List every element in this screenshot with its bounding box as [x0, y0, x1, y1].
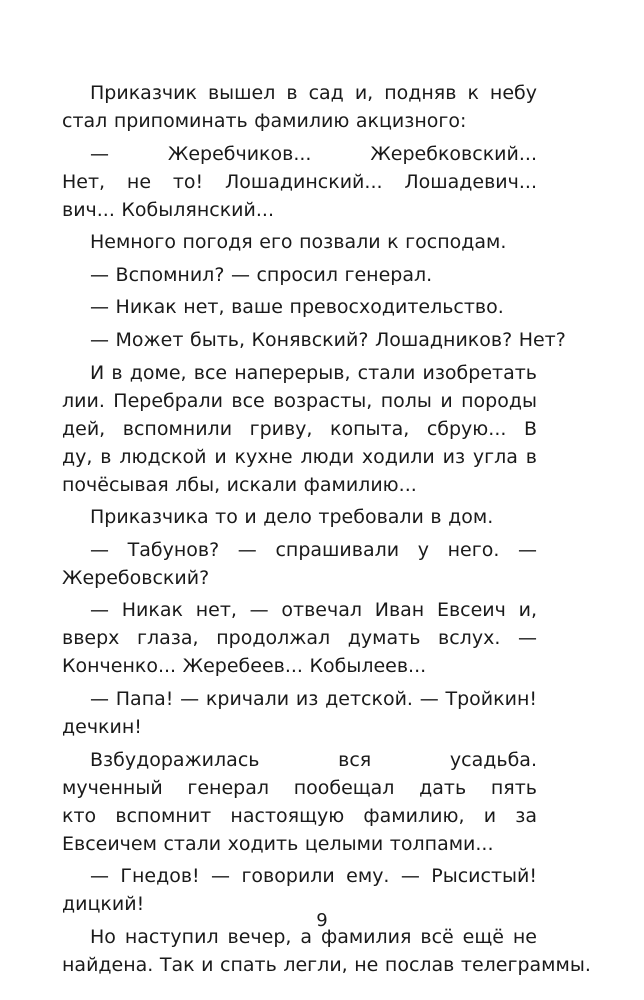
text-line: вич... Кобылянский...	[62, 198, 274, 221]
text-line: — Папа! — кричали из детской. — Тройкин!	[90, 687, 537, 710]
body-text	[62, 79, 591, 983]
text-line: Конченко... Жеребеев... Кобылеев...	[62, 655, 427, 678]
text-line: — Табунов? — спрашивали у него. —	[90, 538, 537, 561]
paragraph	[62, 503, 537, 531]
paragraph	[62, 140, 537, 224]
text-line: кто вспомнит настоящую фамилию, и за	[62, 804, 537, 827]
text-line: Приказчик вышел в сад и, подняв к небу	[90, 82, 537, 104]
text-line: Приказчика то и дело требовали в дом.	[90, 506, 494, 529]
text-line: — Вспомнил? — спросил генерал.	[90, 263, 433, 286]
text-line: Но наступил вечер, а фамилия всё ещё не	[90, 925, 537, 948]
paragraph	[62, 293, 537, 321]
text-line: Немного погодя его позвали к господам.	[90, 231, 507, 254]
text-line: Нет, не то! Лошадинский... Лошадевич...	[62, 170, 537, 193]
paragraph	[62, 359, 537, 499]
text-line: мученный генерал пообещал дать пять	[62, 776, 537, 799]
paragraph	[62, 596, 537, 680]
paragraph	[62, 261, 537, 289]
text-line: лии. Перебрали все возрасты, полы и породы	[62, 389, 537, 412]
text-line: — Жеребчиков... Жеребковский...	[90, 142, 537, 165]
text-line: ду, в людской и кухне люди ходили из угла в	[62, 445, 537, 468]
paragraph	[62, 228, 537, 256]
text-line: — Может быть, Конявский? Лошадников? Нет?	[90, 328, 566, 351]
text-line: дечкин!	[62, 715, 142, 738]
text-line: — Никак нет, ваше превосходительство.	[90, 296, 504, 319]
text-line: найдена. Так и спать легли, не послав телеграммы.	[62, 953, 591, 976]
paragraph	[62, 79, 537, 135]
text-line: Евсеичем стали ходить целыми толпами...	[62, 832, 494, 855]
paragraph	[62, 536, 537, 592]
text-line: почёсывая лбы, искали фамилию...	[62, 473, 417, 496]
text-line: — Никак нет, — отвечал Иван Евсеич и,	[90, 599, 537, 622]
text-line: стал припоминать фамилию акцизного:	[62, 110, 467, 132]
paragraph	[62, 923, 591, 979]
paragraph	[62, 685, 537, 741]
text-line: дей, вспомнили гриву, копыта, сбрую... В	[62, 417, 537, 440]
text-line: вверх глаза, продолжал думать вслух. —	[62, 627, 537, 650]
paragraph	[62, 326, 566, 354]
text-line: — Гнедов! — говорили ему. — Рысистый!	[90, 865, 537, 888]
text-line: дицкий!	[62, 893, 145, 916]
paragraph	[62, 746, 537, 858]
text-line: Взбудоражилась вся усадьба.	[90, 748, 537, 771]
text-line: И в доме, все наперерыв, стали изобретать	[90, 361, 537, 384]
page-number: 9	[316, 910, 328, 931]
text-line: Жеребовский?	[62, 566, 210, 589]
